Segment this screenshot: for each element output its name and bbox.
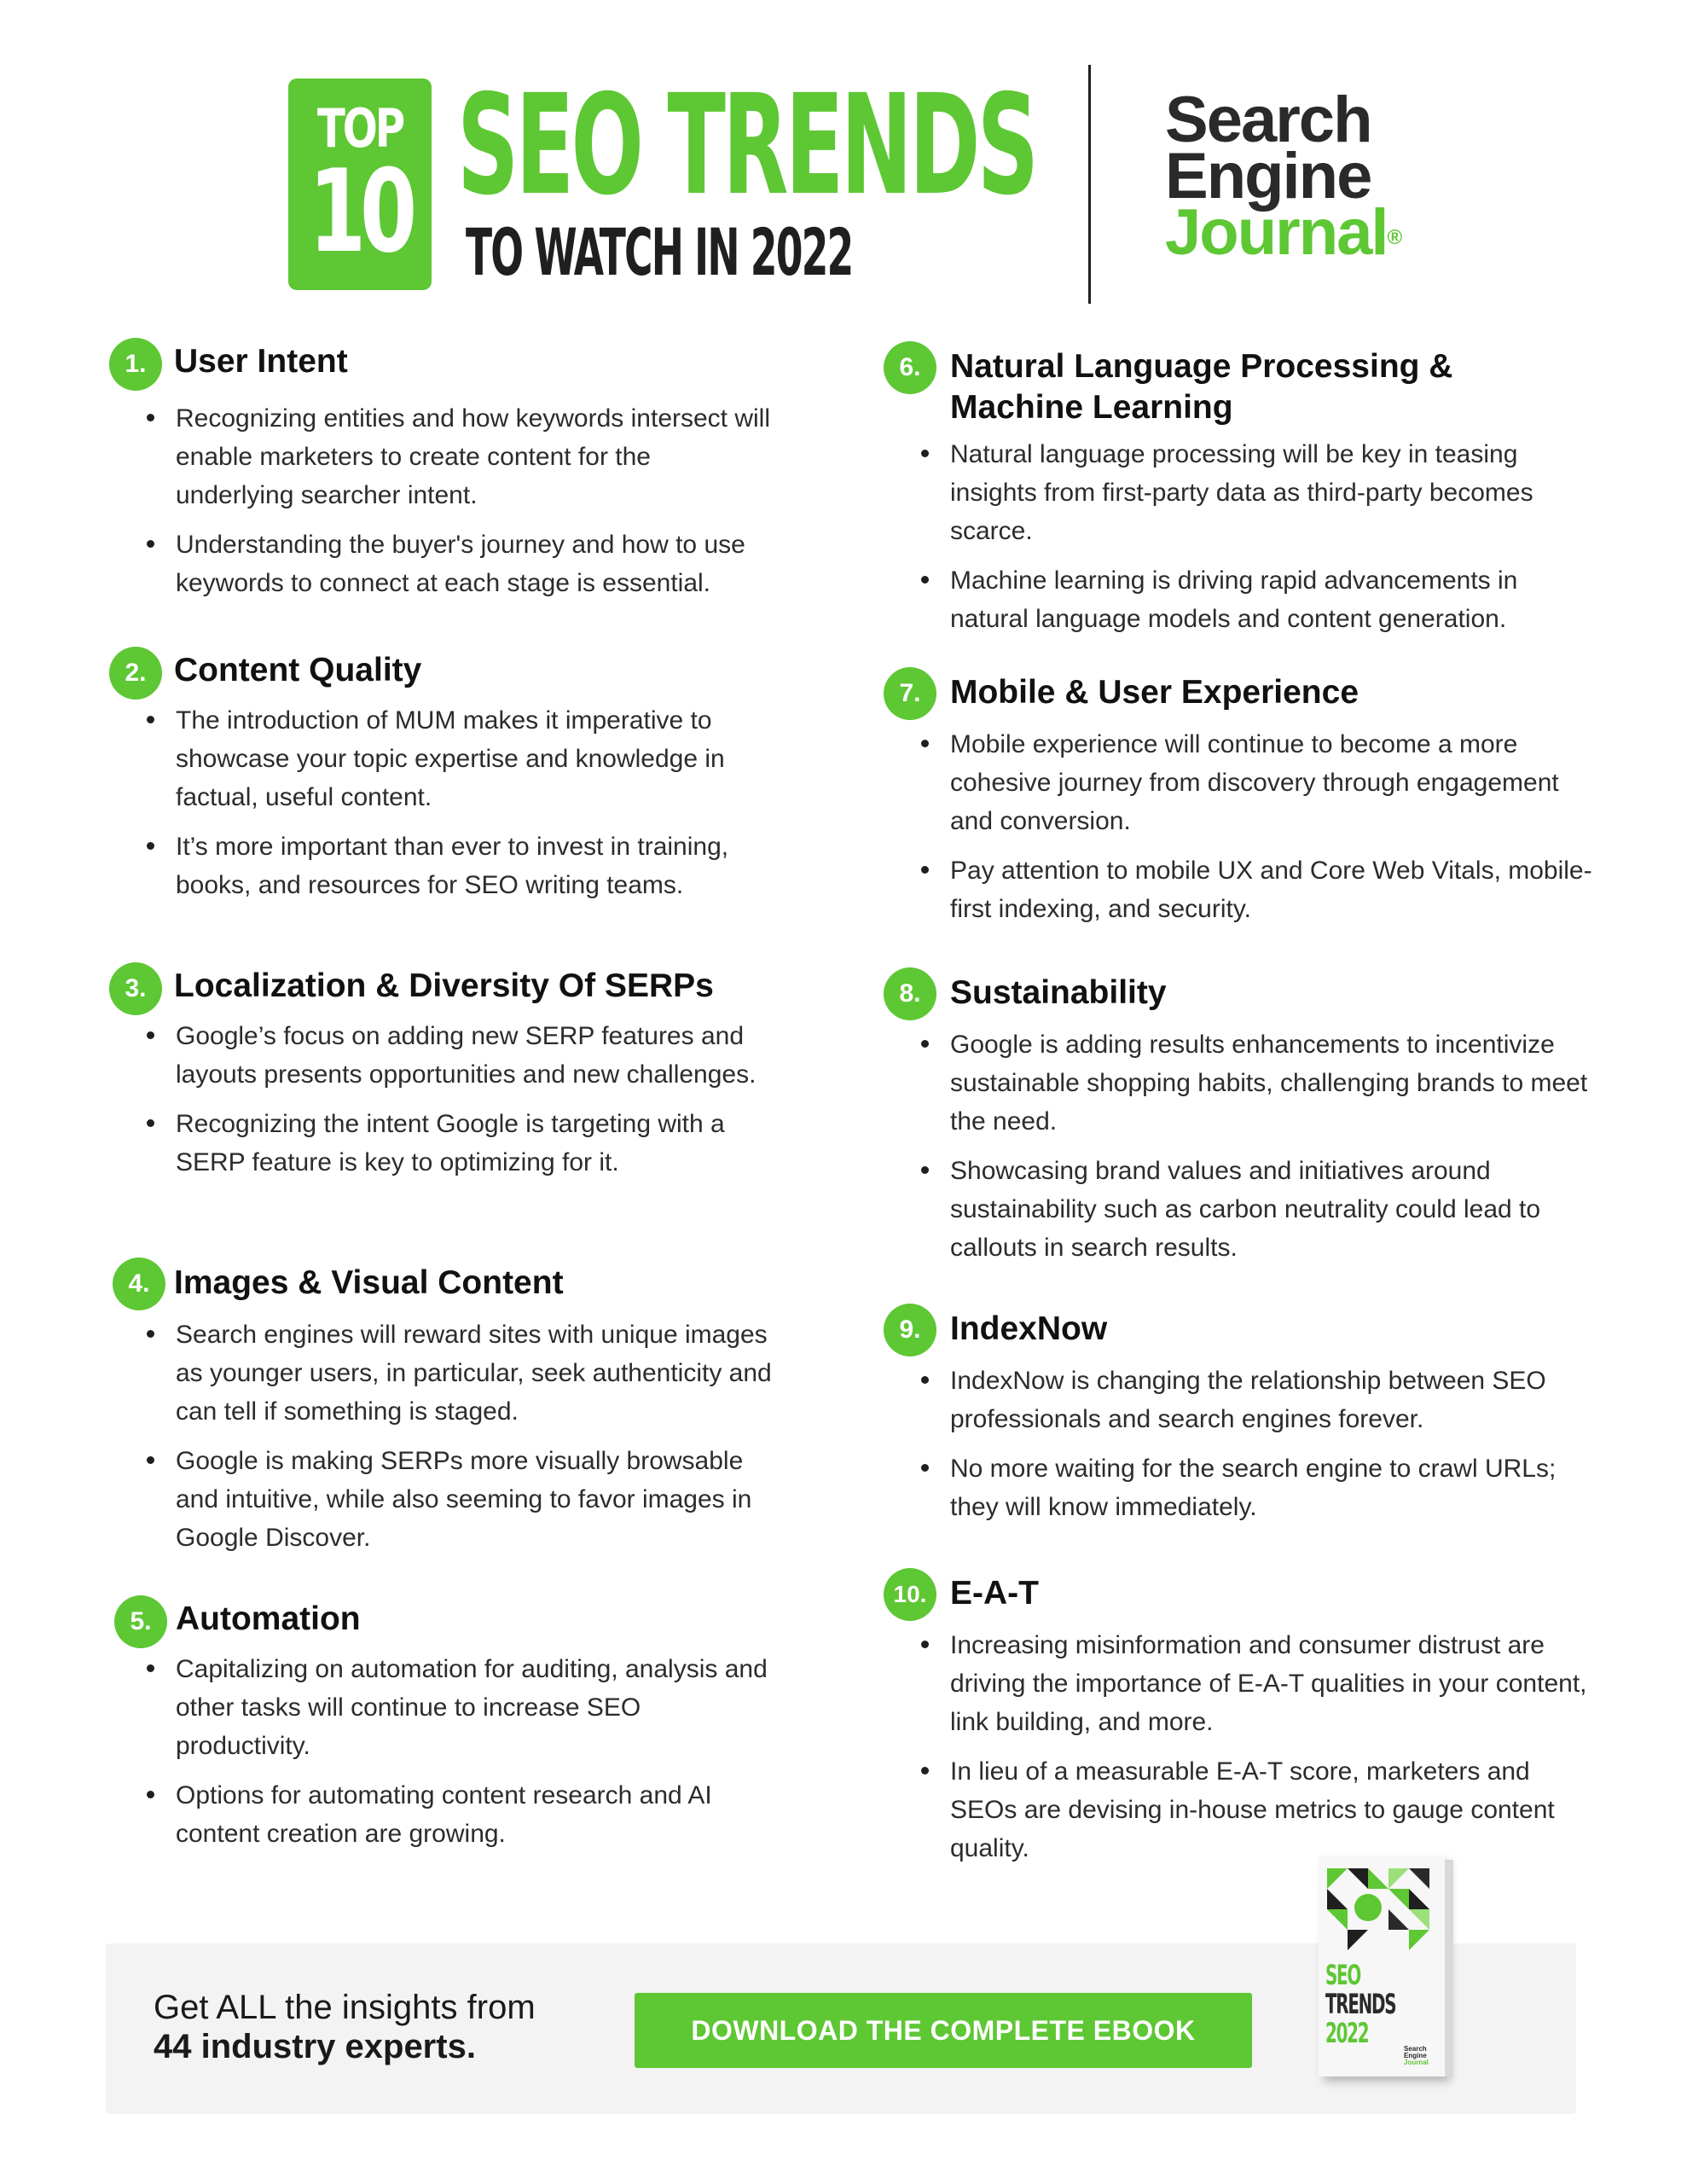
book-title: [1325, 1960, 1395, 2048]
trend-bullet-list: [950, 1626, 1598, 1879]
trend-bullet-text: Capitalizing on automation for auditing, analysis and other tasks will continue to increase SEO productivity.: [176, 1655, 768, 1760]
trend-bullet-text: Understanding the buyer's journey and how to use keywords to connect at each stage is essential.: [176, 531, 745, 597]
bullet-dot-icon: [147, 716, 154, 723]
trend-bullet: [950, 1449, 1598, 1526]
trend-bullet-text: Pay attention to mobile UX and Core Web Vitals, mobile-first indexing, and security.: [950, 857, 1592, 923]
cta-line-2: 44 industry experts.: [154, 2028, 476, 2065]
trend-bullet-text: It’s more important than ever to invest in training, books, and resources for SEO writing teams.: [176, 833, 729, 899]
top-number: 10: [309, 145, 411, 278]
trend-number-badge: 4.: [113, 1258, 165, 1310]
trend-number-badge: 5.: [114, 1595, 167, 1648]
book-title-line-2: TRENDS: [1325, 1988, 1396, 2020]
registered-mark: ®: [1387, 226, 1401, 249]
trend-number-badge: 8.: [884, 967, 936, 1020]
trend-bullet-text: Search engines will reward sites with unique images as younger users, in particular, seek authenticity and can tell if something is staged.: [176, 1321, 772, 1426]
trend-bullet: [950, 1752, 1598, 1867]
trend-number-badge: 6.: [884, 341, 936, 394]
trend-bullet-list: [950, 1025, 1598, 1278]
trend-bullet: [176, 399, 773, 514]
trend-bullet-text: Natural language processing will be key in teasing insights from first-party data as third-party becomes scarce.: [950, 440, 1533, 545]
page-subtitle: TO WATCH IN 2022: [466, 214, 853, 290]
trend-bullet-list: [950, 435, 1590, 649]
trend-bullet: [950, 1025, 1598, 1141]
trend-bullet: [950, 1626, 1598, 1741]
trend-bullet: [950, 435, 1590, 550]
trend-bullet: [176, 828, 773, 904]
trend-bullet-text: The introduction of MUM makes it imperative to showcase your topic expertise and knowledge in factual, useful content.: [176, 706, 725, 811]
bullet-dot-icon: [147, 1456, 154, 1464]
trend-title: E-A-T: [950, 1575, 1039, 1612]
bullet-dot-icon: [921, 450, 929, 457]
trend-title: Images & Visual Content: [174, 1264, 564, 1301]
book-spine: [1445, 1860, 1453, 2077]
bullet-dot-icon: [921, 1464, 929, 1472]
trend-bullet-text: Google’s focus on adding new SERP features and layouts presents opportunities and new challenges.: [176, 1022, 757, 1089]
trend-bullet-list: [950, 1362, 1598, 1537]
trend-bullet-list: [176, 399, 773, 613]
trend-title: Sustainability: [950, 974, 1167, 1011]
trend-title: Content Quality: [174, 652, 422, 688]
trend-bullet-list: [176, 1316, 773, 1568]
trend-bullet: [176, 1650, 773, 1765]
trend-number-badge: 3.: [109, 962, 162, 1015]
logo-line-engine: Engine: [1165, 140, 1371, 212]
bullet-dot-icon: [921, 866, 929, 874]
trend-number-badge: 7.: [884, 667, 936, 720]
trend-bullet-text: No more waiting for the search engine to crawl URLs; they will know immediately.: [950, 1455, 1557, 1521]
trend-bullet: [176, 1776, 773, 1853]
trend-bullet-text: Showcasing brand values and initiatives around sustainability such as carbon neutrality could lead to callouts in search results.: [950, 1157, 1541, 1262]
trend-bullet: [950, 1152, 1598, 1267]
cta-line-1: Get ALL the insights from: [154, 1989, 536, 2026]
bullet-dot-icon: [147, 842, 154, 850]
trend-title: Natural Language Processing & Machine Learning: [950, 348, 1453, 426]
logo-line-journal: [1165, 196, 1401, 269]
header-divider: [1088, 65, 1091, 304]
trend-number-badge: 9.: [884, 1304, 936, 1356]
trend-bullet-text: IndexNow is changing the relationship between SEO professionals and search engines forever.: [950, 1367, 1546, 1433]
trend-bullet-list: [176, 1650, 773, 1864]
trend-bullet-text: In lieu of a measurable E-A-T score, marketers and SEOs are devising in-house metrics to gauge content quality.: [950, 1757, 1555, 1862]
trend-bullet: [176, 526, 773, 602]
trend-bullet: [176, 1017, 773, 1094]
book-title-line-1: SEO: [1325, 1959, 1360, 1991]
book-title-line-3: 2022: [1325, 2017, 1369, 2049]
bullet-dot-icon: [921, 1040, 929, 1048]
book-brand-line-3: Journal: [1404, 2059, 1429, 2066]
logo-journal-text: Journal: [1165, 196, 1388, 269]
download-ebook-button[interactable]: DOWNLOAD THE COMPLETE EBOOK: [635, 1993, 1252, 2068]
trend-title: Automation: [176, 1600, 361, 1637]
trend-bullet-text: Google is making SERPs more visually browsable and intuitive, while also seeming to favor images in Google Discover.: [176, 1447, 752, 1552]
bullet-dot-icon: [147, 1664, 154, 1672]
top-10-badge: [288, 78, 432, 290]
trend-title: Mobile & User Experience: [950, 674, 1359, 711]
bullet-dot-icon: [147, 1791, 154, 1798]
trend-number-badge: 10.: [884, 1568, 936, 1621]
bullet-dot-icon: [921, 740, 929, 747]
top-label: TOP: [316, 97, 403, 160]
trend-bullet-list: [176, 1017, 773, 1193]
book-brand-line-2: Engine: [1404, 2052, 1427, 2059]
ebook-cover-image[interactable]: [1319, 1856, 1453, 2077]
bullet-dot-icon: [921, 1641, 929, 1648]
trend-bullet-text: Machine learning is driving rapid advancements in natural language models and content generation.: [950, 566, 1518, 633]
bullet-dot-icon: [147, 1031, 154, 1039]
bullet-dot-icon: [921, 1376, 929, 1384]
trend-bullet-list: [950, 725, 1598, 939]
trend-bullet-text: Increasing misinformation and consumer distrust are driving the importance of E-A-T qualities in your content, link building, and more.: [950, 1631, 1587, 1736]
bullet-dot-icon: [147, 540, 154, 548]
trend-bullet: [950, 851, 1598, 928]
trend-title: IndexNow: [950, 1310, 1108, 1347]
bullet-dot-icon: [921, 576, 929, 584]
trend-title: User Intent: [174, 343, 348, 380]
trend-bullet-text: Google is adding results enhancements to incentivize sustainable shopping habits, challenging brands to meet the need.: [950, 1031, 1588, 1136]
search-engine-journal-logo[interactable]: [1165, 84, 1401, 269]
trend-bullet: [176, 701, 773, 816]
trend-bullet: [950, 725, 1598, 840]
trend-bullet: [950, 1362, 1598, 1438]
page-header: [0, 0, 1687, 324]
trend-bullet-text: Options for automating content research and AI content creation are growing.: [176, 1781, 712, 1848]
trend-bullet: [176, 1442, 773, 1557]
trend-bullet: [176, 1316, 773, 1431]
bullet-dot-icon: [921, 1166, 929, 1174]
trend-bullet-list: [176, 701, 773, 915]
trend-title: Localization & Diversity Of SERPs: [174, 967, 714, 1004]
logo-line-search: Search: [1165, 84, 1371, 156]
book-cover: [1319, 1856, 1445, 2077]
page-title: SEO TRENDS: [457, 66, 1036, 226]
footer-cta-text: [154, 1988, 536, 2066]
trend-bullet-text: Recognizing entities and how keywords intersect will enable marketers to create content for the underlying searcher intent.: [176, 404, 771, 509]
bullet-dot-icon: [147, 414, 154, 421]
trend-bullet: [950, 561, 1590, 638]
bullet-dot-icon: [921, 1767, 929, 1774]
trend-number-badge: 1.: [109, 338, 162, 391]
trend-number-badge: 2.: [109, 647, 162, 700]
bullet-dot-icon: [147, 1330, 154, 1338]
trend-bullet-text: Mobile experience will continue to become a more cohesive journey from discovery through engagement and conversion.: [950, 730, 1559, 835]
book-pattern-graphic: [1319, 1856, 1445, 1959]
book-brand: [1404, 2046, 1429, 2066]
bullet-dot-icon: [147, 1119, 154, 1127]
trend-bullet: [176, 1105, 773, 1182]
book-brand-line-1: Search: [1404, 2045, 1427, 2053]
trend-bullet-text: Recognizing the intent Google is targeting with a SERP feature is key to optimizing for it.: [176, 1110, 725, 1176]
